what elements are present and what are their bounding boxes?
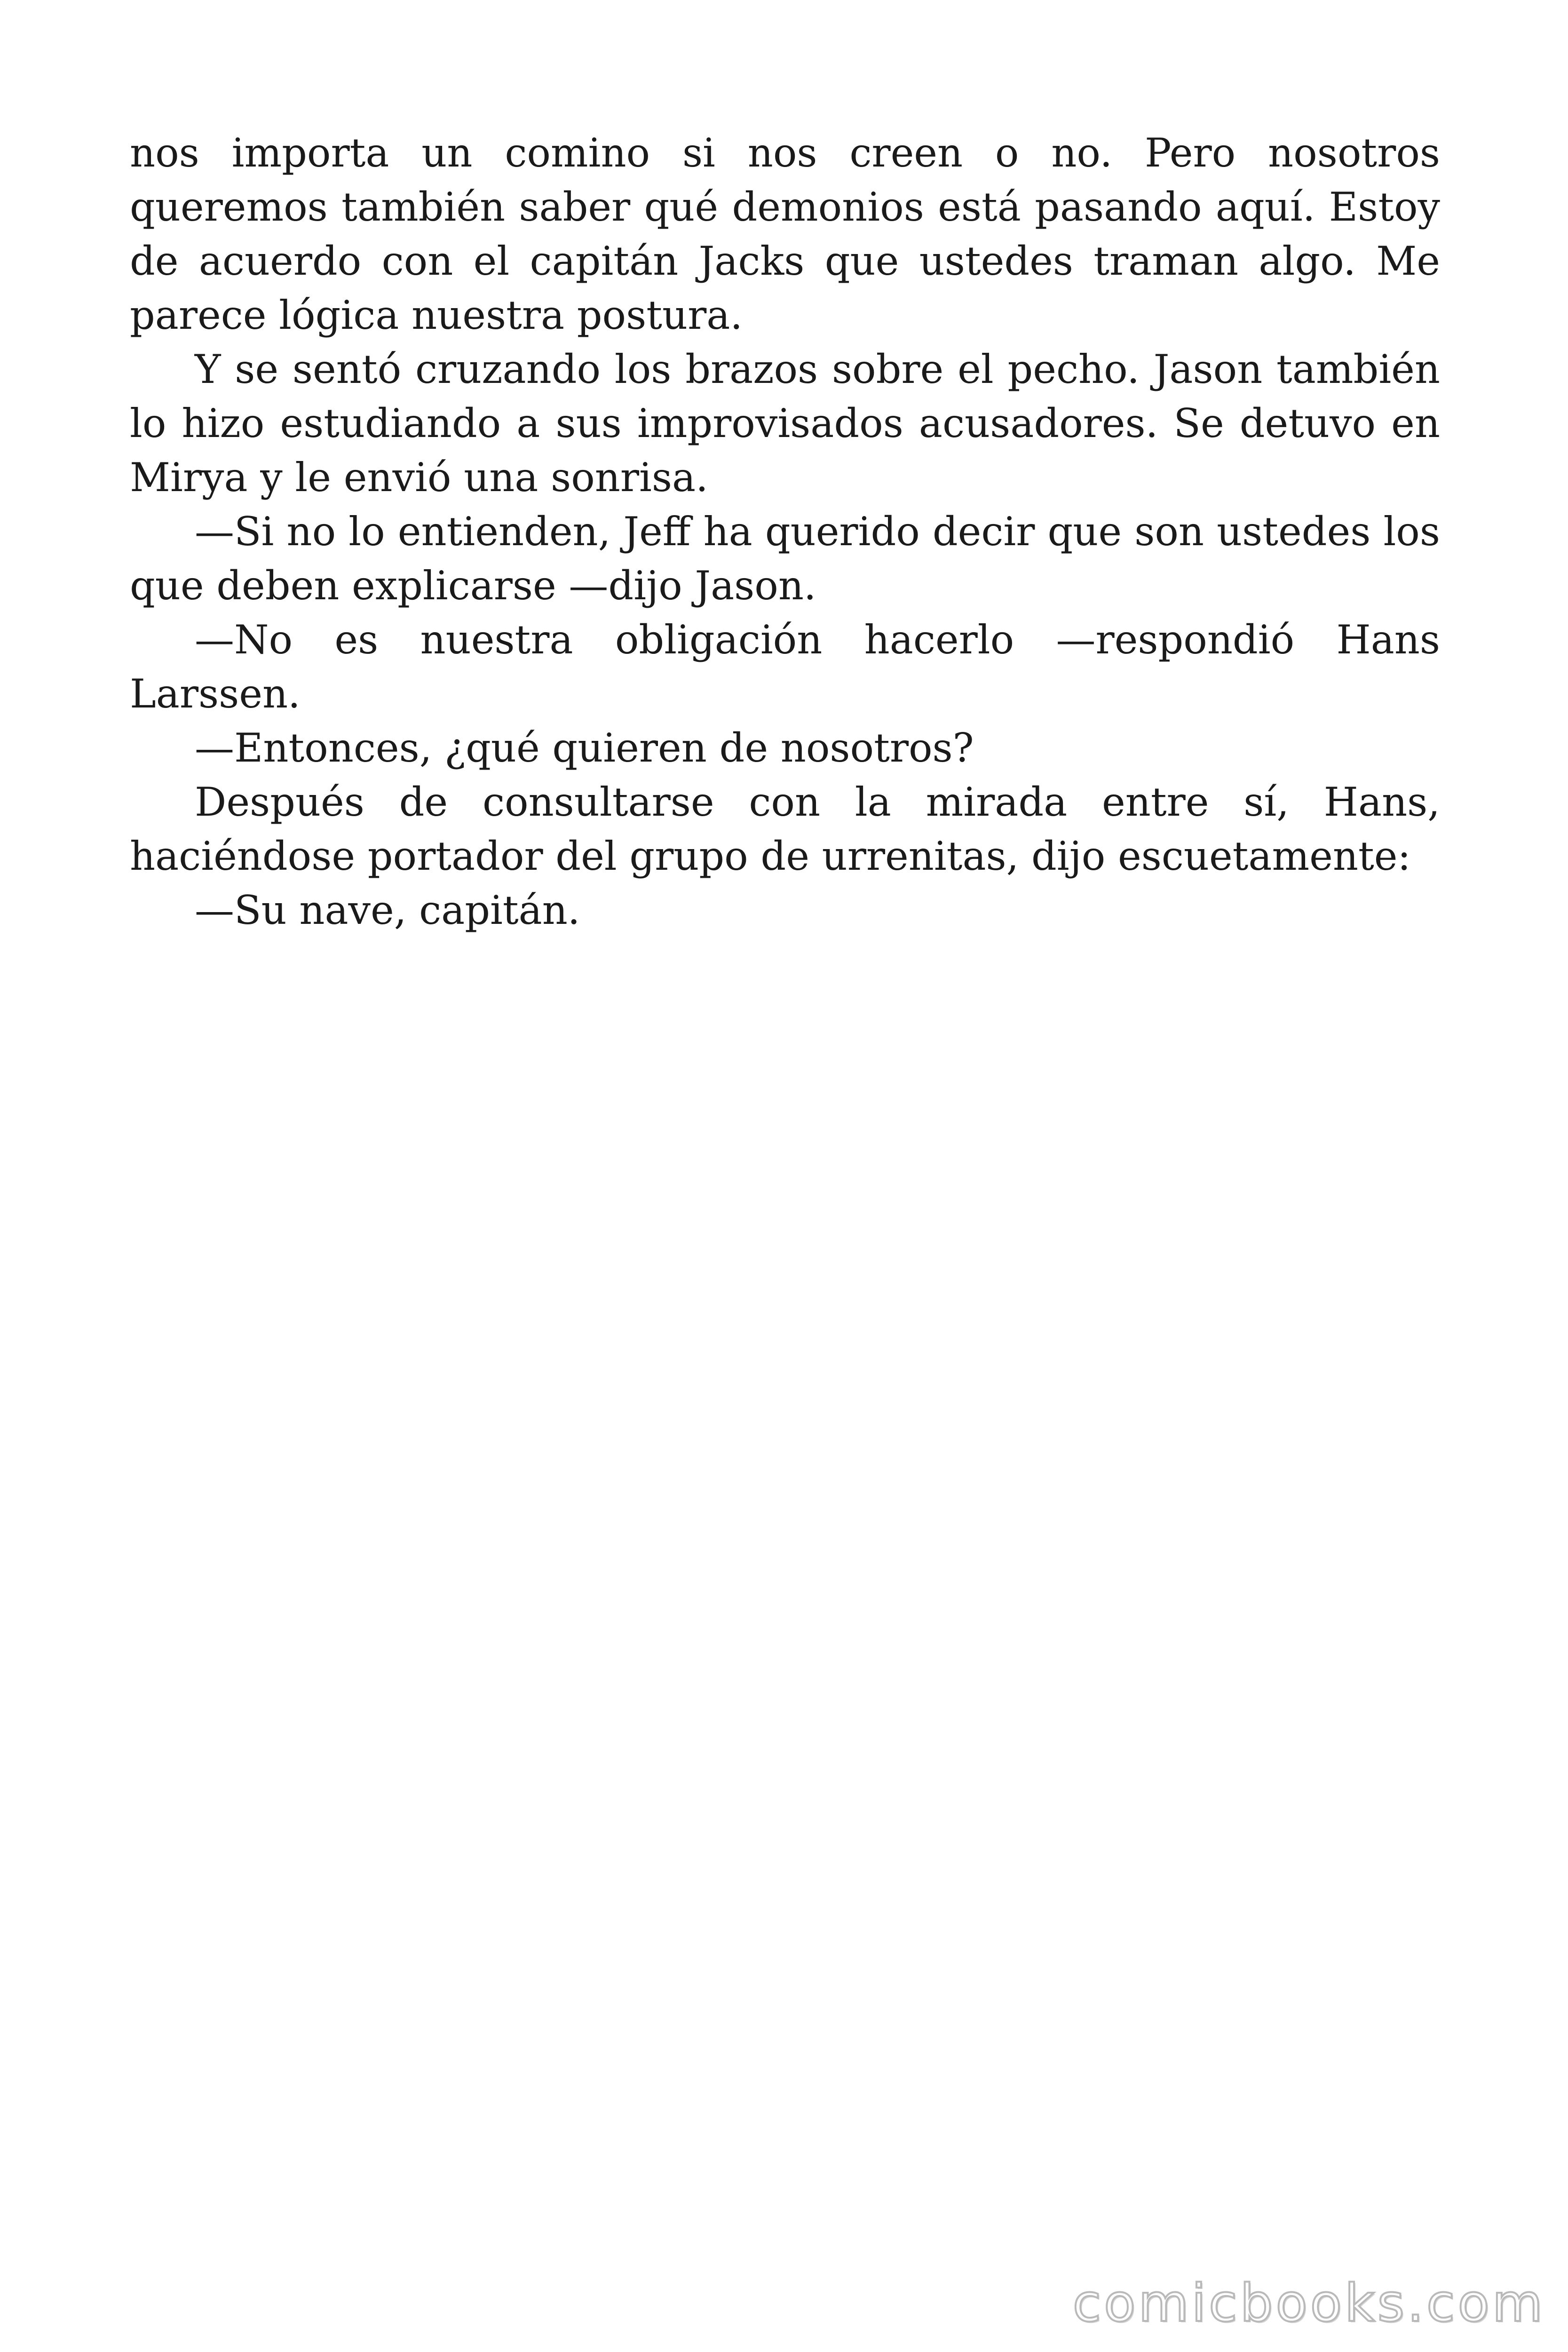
dialogue-line: —Entonces, ¿qué quieren de nosotros? [195,725,974,771]
paragraph: Y se sentó cruzando los brazos sobre el pecho. Jason también lo hizo estudiando a sus improvisados acusadores. Se detuvo en Mirya y le envió una sonrisa. [130,346,1440,501]
watermark-text: comicbooks.com [1072,2273,1545,2333]
paragraph-continuation: nos importa un comino si nos creen o no. Pero nosotros queremos también saber qué demonios está pasando aquí. Estoy de acuerdo con el capitán Jacks que ustedes traman algo. Me parece lógica nuestra postura. [130,130,1440,338]
dialogue-line: —Si no lo entienden, Jeff ha querido decir que son ustedes los que deben explicarse —dijo Jason. [130,509,1440,609]
dialogue-line: —Su nave, capitán. [195,887,580,933]
dialogue-line: —No es nuestra obligación hacerlo —respondió Hans Larssen. [130,617,1440,717]
body-text [130,126,1440,938]
paragraph: Después de consultarse con la mirada entre sí, Hans, haciéndose portador del grupo de urrenitas, dijo escuetamente: [130,779,1440,879]
